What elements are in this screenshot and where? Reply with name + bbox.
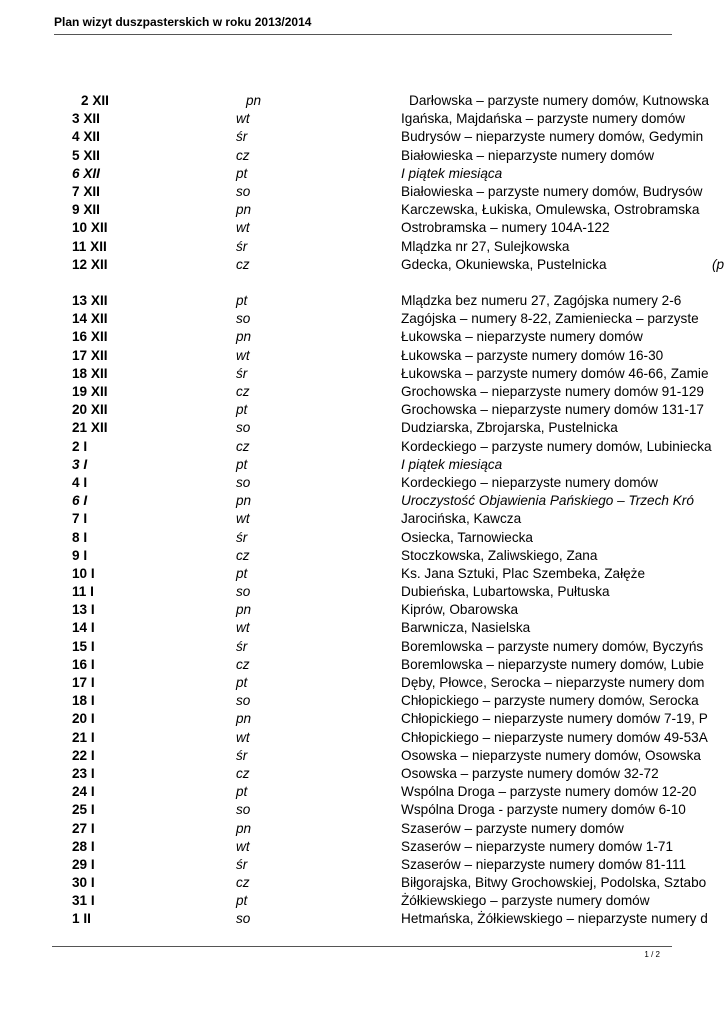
weekday: pn [236,493,252,509]
weekday: pn [236,602,252,618]
streets: Karczewska, Łukiska, Omulewska, Ostrobramska [401,202,700,218]
schedule-row [0,838,725,856]
streets: Grochowska – nieparzyste numery domów 91-129 [401,384,704,399]
streets: Ks. Jana Sztuki, Plac Szembeka, Załęże [401,565,646,581]
streets: Szaserów – parzyste numery domów [401,820,624,836]
schedule-row [0,747,725,765]
schedule-row [0,801,725,819]
schedule-row [0,638,725,656]
weekday: wt [236,111,250,127]
visit-date: 16 I [72,656,95,672]
streets: Osiecka, Tarnowiecka [401,529,533,545]
visit-date: 2 XII [81,93,109,108]
schedule-row [0,347,725,365]
streets-note: (p [712,256,725,272]
visit-date: 11 I [72,584,94,600]
row-spacer [0,274,725,292]
schedule-row [0,474,725,492]
schedule-row [0,128,725,146]
streets: Kordeckiego – parzyste numery domów, Lubiniecka [401,438,712,454]
visit-date: 14 XII [72,311,108,327]
streets: Stoczkowska, Zaliwskiego, Zana [401,547,598,563]
streets: Grochowska – nieparzyste numery domów 131-17 [401,402,704,418]
schedule-row [0,619,725,637]
schedule-row [0,729,725,747]
visit-date: 21 XII [72,420,108,436]
schedule-row [0,310,725,328]
weekday: cz [236,147,250,163]
streets: Wspólna Droga – parzyste numery domów 12-20 [401,784,697,800]
visit-date: 11 XII [72,238,107,254]
visit-date: 5 XII [72,147,100,163]
visit-date: 31 I [72,893,95,909]
schedule-row [0,765,725,783]
schedule-row [0,892,725,910]
weekday: cz [236,256,250,272]
visit-date: 16 XII [72,329,108,345]
visit-date: 20 I [72,711,95,727]
streets: Boremlowska – nieparzyste numery domów, Lubie [401,656,704,672]
schedule-row [0,656,725,674]
weekday: cz [236,547,250,563]
schedule-row [0,165,725,183]
streets: Żółkiewskiego – parzyste numery domów [401,893,650,909]
streets: Hetmańska, Żółkiewskiego – nieparzyste numery d [401,911,708,927]
streets: Gdecka, Okuniewska, Pustelnicka [401,256,607,272]
weekday: pn [236,820,252,836]
schedule-row [0,219,725,237]
visit-date: 7 I [72,511,88,527]
visit-date: 8 I [72,529,88,545]
weekday: pt [236,675,248,690]
streets: I piątek miesiąca [401,165,503,181]
visit-date: 1 II [72,911,91,927]
schedule-row [0,601,725,619]
visit-date: 29 I [72,856,95,872]
visit-date: 25 I [72,802,95,818]
visit-date: 4 I [72,474,88,490]
schedule-row [0,438,725,456]
streets: Osowska – parzyste numery domów 32-72 [401,765,659,781]
schedule-row [0,510,725,528]
visit-date: 13 XII [72,293,108,309]
weekday: so [236,584,251,600]
streets: Uroczystość Objawienia Pańskiego – Trzech Kró [401,493,694,509]
visit-date: 6 XII [72,165,100,181]
schedule-row [0,238,725,256]
streets: Jarocińska, Kawcza [401,511,522,527]
streets: Dudziarska, Zbrojarska, Pustelnicka [401,420,618,436]
weekday: śr [236,365,248,381]
page-number: 1 / 2 [644,950,660,959]
schedule-row [0,183,725,201]
weekday: so [236,311,251,327]
weekday: pt [236,893,248,909]
streets: Mlądzka bez numeru 27, Zagójska numery 2-6 [401,293,682,309]
weekday: so [236,474,251,490]
visit-date: 18 XII [72,365,108,381]
schedule-row [0,401,725,419]
streets: Chłopickiego – parzyste numery domów, Serocka [401,693,699,709]
weekday: śr [236,529,248,545]
weekday: wt [236,838,250,854]
weekday: cz [236,656,250,672]
visit-date: 15 I [72,638,95,654]
streets: Kordeckiego – nieparzyste numery domów [401,474,658,490]
visit-date: 6 I [72,493,88,509]
visit-date: 21 I [72,729,95,745]
schedule-row [0,692,725,710]
streets: Budrysów – nieparzyste numery domów, Gedymin [401,129,704,145]
visit-date: 10 I [72,565,95,581]
weekday: cz [236,438,250,454]
streets: Barwnicza, Nasielska [401,620,531,636]
streets: I piątek miesiąca [401,456,503,472]
streets: Szaserów – nieparzyste numery domów 1-71 [401,838,674,854]
streets: Mlądzka nr 27, Sulejkowska [401,238,570,254]
weekday: pn [236,202,252,218]
weekday: pt [236,456,248,472]
streets: Chłopickiego – nieparzyste numery domów 7-19, P [401,711,708,727]
schedule-row [0,456,725,474]
weekday: śr [236,238,248,254]
streets: Łukowska – nieparzyste numery domów [401,329,643,345]
visit-date: 14 I [72,620,95,636]
schedule-row [0,110,725,128]
streets: Ostrobramska – numery 104A-122 [401,220,610,236]
schedule-row [0,328,725,346]
weekday: pt [236,565,248,581]
weekday: wt [236,620,250,636]
weekday: pt [236,165,248,181]
schedule-row [0,856,725,874]
weekday: cz [236,765,250,781]
weekday: pn [236,329,252,345]
visit-schedule-table [0,92,725,929]
visit-date: 17 XII [72,347,108,363]
weekday: wt [236,729,250,745]
visit-date: 28 I [72,838,95,854]
schedule-row [0,565,725,583]
weekday: cz [236,875,250,891]
visit-date: 12 XII [72,256,108,272]
visit-date: 4 XII [72,129,100,145]
schedule-row [0,492,725,510]
weekday: so [236,420,251,436]
schedule-row [0,547,725,565]
streets: Szaserów – nieparzyste numery domów 81-111 [401,856,687,872]
streets: Wspólna Droga - parzyste numery domów 6-10 [401,802,686,818]
weekday: śr [236,856,248,872]
page-title: Plan wizyt duszpasterskich w roku 2013/2014 [54,15,312,29]
weekday: pt [236,784,248,800]
schedule-row [0,783,725,801]
weekday: pn [246,93,262,108]
streets: Dubieńska, Lubartowska, Pułtuska [401,584,610,600]
visit-date: 13 I [72,602,95,618]
weekday: wt [236,347,250,363]
streets: Dęby, Płowce, Serocka – nieparzyste numery dom [401,675,705,690]
streets: Boremlowska – parzyste numery domów, Byczyńs [401,638,704,654]
weekday: so [236,802,251,818]
streets: Białowieska – nieparzyste numery domów [401,147,655,163]
weekday: pn [236,711,252,727]
weekday: śr [236,129,248,145]
weekday: wt [236,220,250,236]
visit-date: 19 XII [72,384,108,399]
visit-date: 3 I [72,456,88,472]
page-header [54,15,672,35]
streets: Białowieska – parzyste numery domów, Budrysów [401,183,703,199]
schedule-row [0,92,725,110]
schedule-row [0,365,725,383]
schedule-row [0,201,725,219]
visit-date: 30 I [72,875,95,891]
visit-date: 7 XII [72,183,100,199]
visit-date: 3 XII [72,111,100,127]
visit-date: 10 XII [72,220,108,236]
page-footer [52,946,672,959]
streets: Igańska, Majdańska – parzyste numery domów [401,111,686,127]
visit-date: 18 I [72,693,95,709]
weekday: śr [236,638,248,654]
schedule-row [0,910,725,928]
schedule-row [0,820,725,838]
schedule-row [0,383,725,401]
streets: Zagójska – numery 8-22, Zamieniecka – parzyste [401,311,699,327]
weekday: śr [236,747,248,763]
weekday: so [236,693,251,709]
streets: Łukowska – parzyste numery domów 46-66, Zamie [401,365,709,381]
schedule-row [0,583,725,601]
schedule-row [0,710,725,728]
schedule-row [0,292,725,310]
schedule-row [0,874,725,892]
visit-date: 17 I [72,675,95,690]
visit-date: 22 I [72,747,95,763]
weekday: wt [236,511,250,527]
visit-date: 24 I [72,784,95,800]
streets: Łukowska – parzyste numery domów 16-30 [401,347,664,363]
streets: Osowska – nieparzyste numery domów, Osowska [401,747,701,763]
schedule-row [0,256,725,274]
visit-date: 23 I [72,765,95,781]
weekday: so [236,911,251,927]
visit-date: 2 I [72,438,88,454]
streets: Chłopickiego – nieparzyste numery domów 49-53A [401,729,708,745]
schedule-row [0,419,725,437]
visit-date: 27 I [72,820,95,836]
visit-date: 9 I [72,547,88,563]
streets: Darłowska – parzyste numery domów, Kutnowska [409,93,709,108]
schedule-row [0,147,725,165]
schedule-row [0,529,725,547]
weekday: pt [236,293,248,309]
visit-date: 20 XII [72,402,108,418]
streets: Kiprów, Obarowska [401,602,519,618]
weekday: so [236,183,251,199]
weekday: pt [236,402,248,418]
weekday: cz [236,384,250,399]
streets: Biłgorajska, Bitwy Grochowskiej, Podolska, Sztabo [401,875,707,891]
schedule-row [0,674,725,692]
visit-date: 9 XII [72,202,100,218]
